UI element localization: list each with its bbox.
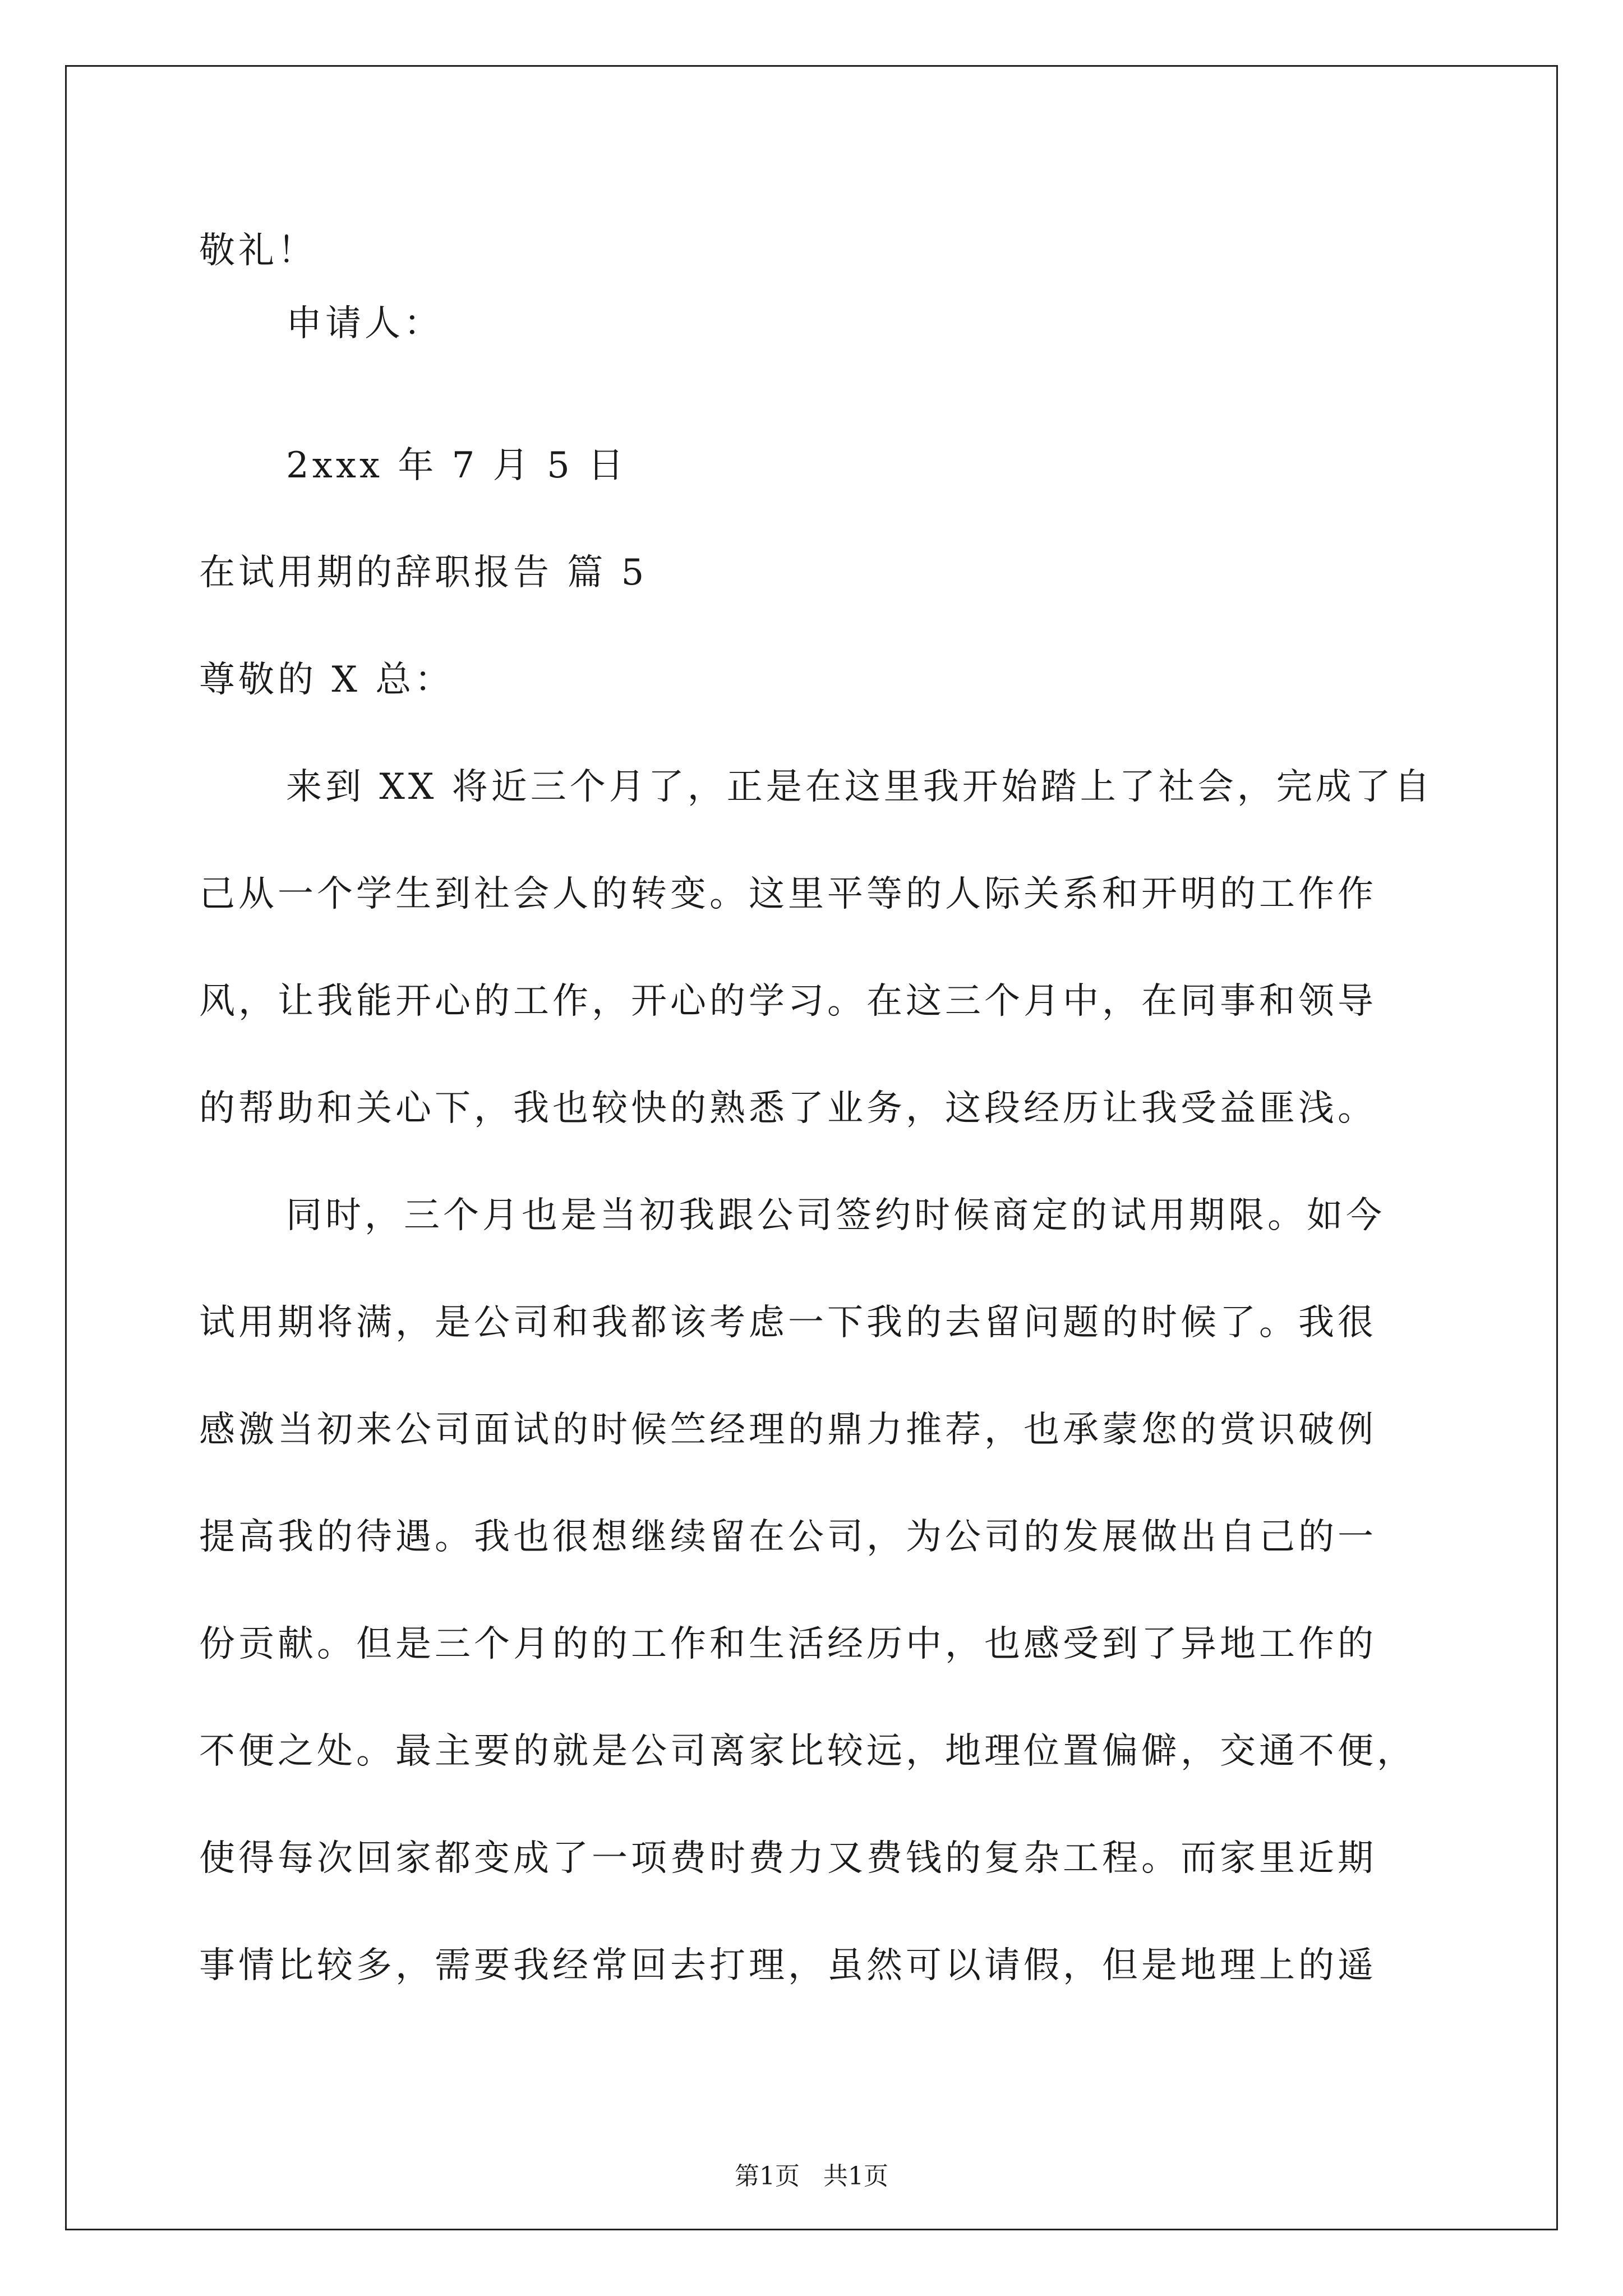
body-line: 不便之处。最主要的就是公司离家比较远，地理位置偏僻，交通不便，	[199, 1731, 1416, 1772]
closing-salutation: 敬礼！	[199, 230, 317, 272]
body-line: 使得每次回家都变成了一项费时费力又费钱的复杂工程。而家里近期	[199, 1838, 1377, 1879]
date-line: 2xxx 年 7 月 5 日	[286, 445, 628, 486]
body-line: 同时，三个月也是当初我跟公司签约时候商定的试用期限。如今	[286, 1195, 1385, 1236]
body-line: 来到 XX 将近三个月了，正是在这里我开始踏上了社会，完成了自	[286, 766, 1433, 808]
page-border	[65, 65, 1558, 2230]
body-line: 试用期将满，是公司和我都该考虑一下我的去留问题的时候了。我很	[199, 1302, 1377, 1343]
section-heading: 在试用期的辞职报告 篇 5	[199, 552, 648, 593]
body-line: 事情比较多，需要我经常回去打理，虽然可以请假，但是地理上的遥	[199, 1945, 1377, 1986]
body-line: 己从一个学生到社会人的转变。这里平等的人际关系和开明的工作作	[199, 873, 1377, 915]
body-line: 风，让我能开心的工作，开心的学习。在这三个月中，在同事和领导	[199, 981, 1377, 1022]
applicant-label: 申请人：	[286, 303, 443, 344]
body-line: 提高我的待遇。我也很想继续留在公司，为公司的发展做出自己的一	[199, 1516, 1377, 1558]
body-line: 份贡献。但是三个月的的工作和生活经历中，也感受到了异地工作的	[199, 1623, 1377, 1665]
page-footer: 第1页 共1页	[735, 2162, 888, 2191]
greeting: 尊敬的 X 总：	[199, 659, 454, 701]
body-line: 感激当初来公司面试的时候竺经理的鼎力推荐，也承蒙您的赏识破例	[199, 1409, 1377, 1451]
body-line: 的帮助和关心下，我也较快的熟悉了业务，这段经历让我受益匪浅。	[199, 1088, 1377, 1129]
